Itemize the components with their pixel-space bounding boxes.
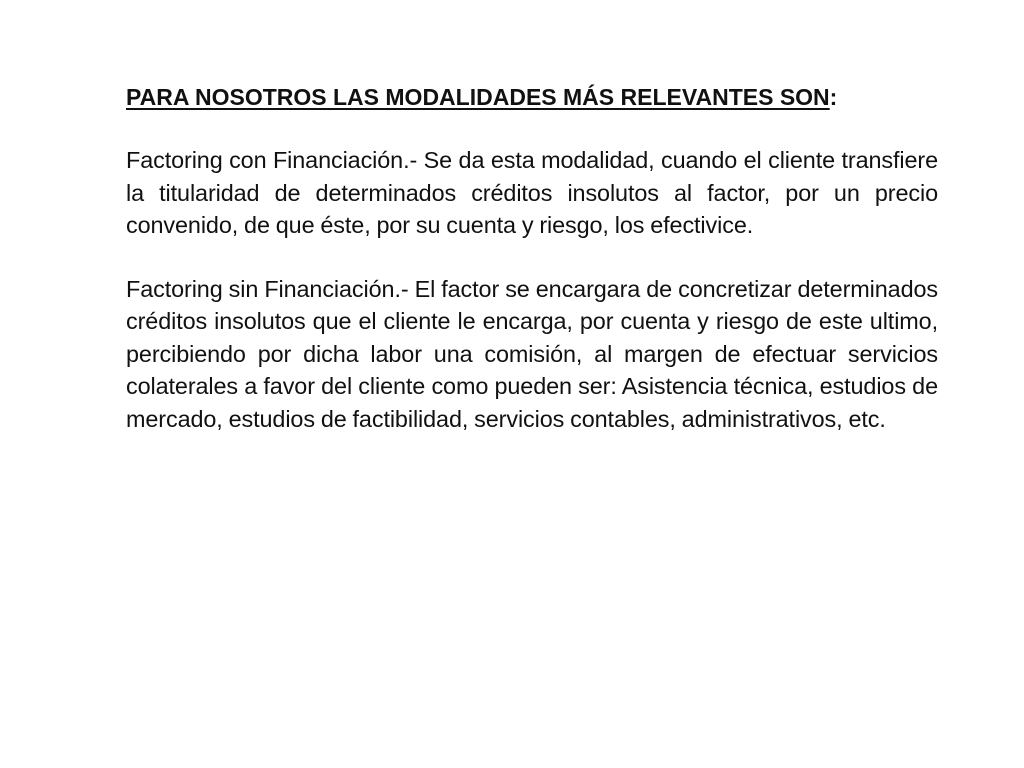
slide-heading-colon: :	[829, 84, 838, 110]
paragraph-factoring-con-financiacion: Factoring con Financiación.- Se da esta modalidad, cuando el cliente transfiere la titularidad de determinados créditos insolutos al factor, por un precio convenido, de que éste, por su cuenta y riesgo, los efectivice.	[126, 147, 938, 238]
paragraph-factoring-sin-financiacion: Factoring sin Financiación.- El factor se encargara de concretizar determinados créditos insolutos que el cliente le encarga, por cuenta y riesgo de este ultimo, percibiendo por dicha labor una comisión, al margen de efectuar servicios colaterales a favor del cliente como pueden ser: Asistencia técnica, estudios de mercado, estudios de factibilidad, servicios contables, administrativos, etc.	[126, 275, 938, 432]
slide-content	[126, 81, 938, 435]
slide-heading-underlined-text: PARA NOSOTROS LAS MODALIDADES MÁS RELEVANTES SON	[126, 84, 830, 110]
slide-heading	[126, 81, 938, 113]
